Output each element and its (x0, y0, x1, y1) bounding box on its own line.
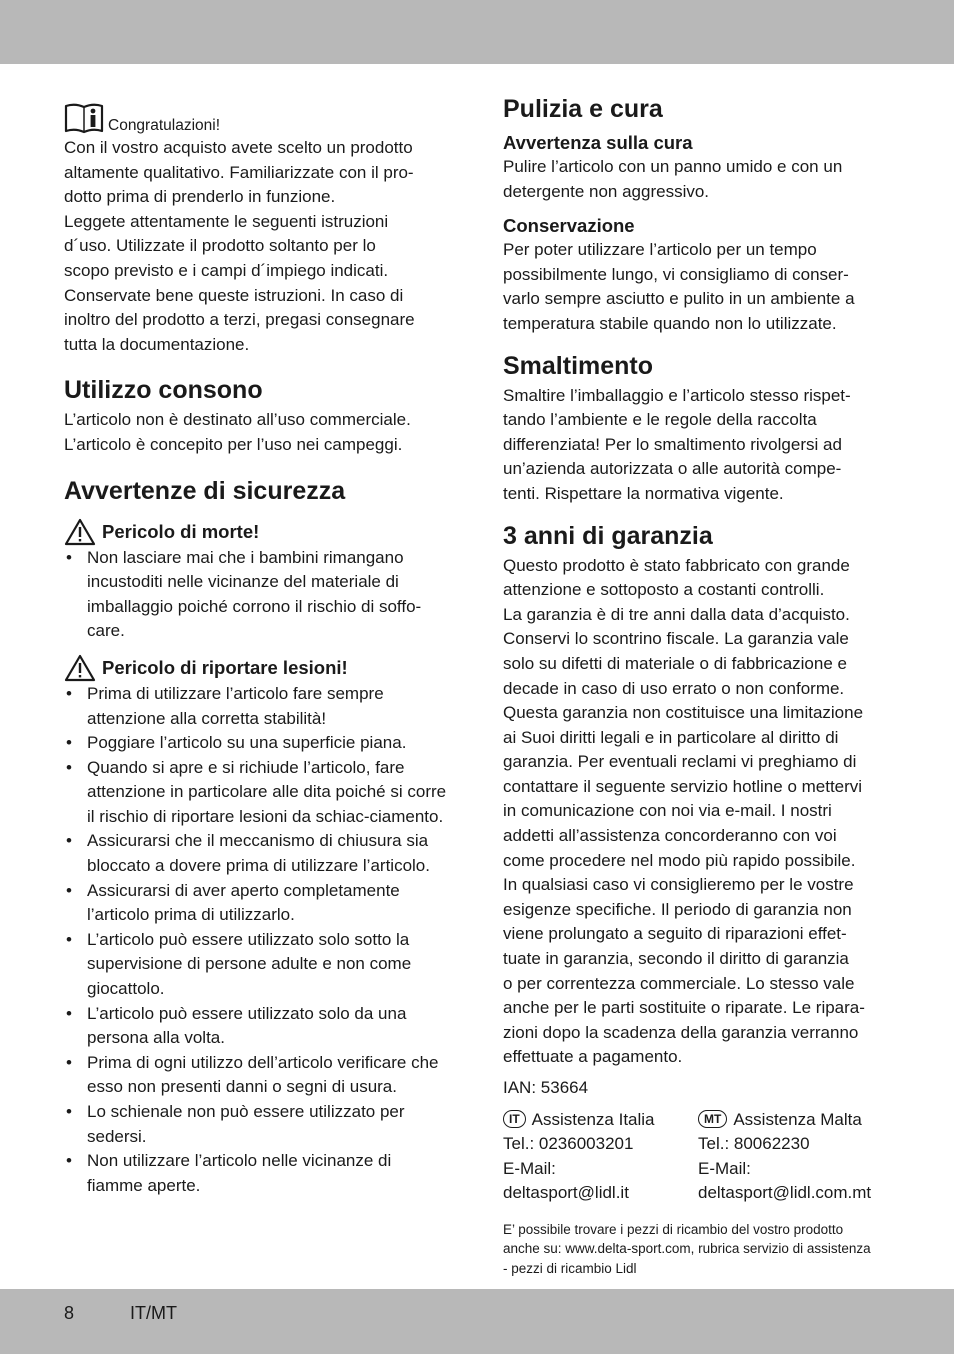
spare-parts-line: - pezzi di ricambio Lidl (503, 1260, 637, 1276)
warranty-heading: 3 anni di garanzia (503, 521, 713, 550)
warranty-line: in comunicazione con noi via e-mail. I nostri (503, 801, 832, 821)
care-warning-text (503, 155, 893, 204)
list-item: • L’articolo può essere utilizzato solo sotto la supervisione di persone adulte e non come giocattolo. (64, 928, 450, 1002)
list-item: • Non lasciare mai che i bambini rimangano incustoditi nelle vicinanze del materiale di imballaggio poiché corrono il rischio di soffo-care. (64, 546, 450, 644)
contact-email[interactable]: deltasport@lidl.com.mt (698, 1183, 872, 1203)
injury-list (64, 682, 450, 1198)
storage-line: temperatura stabile quando non lo utilizzate. (503, 313, 837, 333)
storage-line: possibilmente lungo, vi consigliamo di conser- (503, 264, 849, 284)
danger-warning-header (64, 518, 450, 546)
use-heading: Utilizzo consono (64, 376, 263, 405)
contact-email[interactable]: deltasport@lidl.it (503, 1183, 629, 1203)
warranty-text (503, 554, 893, 1070)
care-heading: Pulizia e cura (503, 95, 663, 123)
disposal-line: un’azienda autorizzata o alle autorità compe- (503, 459, 842, 479)
intro-header (64, 94, 450, 134)
contact-email-label: E-Mail: (698, 1158, 751, 1178)
injury-title: Pericolo di riportare lesioni! (102, 656, 348, 678)
storage-title: Conservazione (503, 215, 635, 237)
warranty-line: esigenze specifiche. Il periodo di garanzia non (503, 899, 852, 919)
warranty-line: anche per le parti sostituite o riparate. Le ripara- (503, 998, 865, 1018)
disposal-line: tenti. Rispettare la normativa vigente. (503, 483, 784, 503)
danger-list (64, 546, 450, 644)
warranty-line: tuate in garanzia, secondo il diritto di garanzia (503, 949, 849, 969)
list-item: • Assicurarsi che il meccanismo di chiusura sia bloccato a dovere prima di utilizzare l’articolo. (64, 829, 450, 878)
list-item: • Quando si apre e si richiude l’articolo, fare attenzione in particolare alle dita poiché si corre il rischio di riportare lesioni da schiac-ciamento. (64, 756, 450, 830)
list-item: • Prima di utilizzare l’articolo fare sempre attenzione alla corretta stabilità! (64, 682, 450, 731)
ian-number: IAN: 53664 (503, 1078, 589, 1097)
country-badge-mt: MT (698, 1110, 727, 1128)
storage-text (503, 238, 893, 336)
disposal-heading: Smaltimento (503, 351, 654, 380)
warranty-line: ai Suoi diritti legali e in particolare al diritto di (503, 727, 839, 747)
contact-name: Assistenza Malta (733, 1109, 862, 1129)
danger-title: Pericolo di morte! (102, 520, 260, 542)
warranty-line: contattare il seguente servizio hotline o mettervi (503, 776, 863, 796)
injury-warning-header (64, 654, 450, 682)
contact-tel: Tel.: 0236003201 (503, 1134, 634, 1154)
use-line: L’articolo è concepito per l’uso nei campeggi. (64, 434, 403, 454)
intro-line: Conservate bene queste istruzioni. In caso di (64, 285, 404, 305)
warranty-line: decade in caso di uso errato o non conforme. (503, 678, 845, 698)
warranty-line: come procedere nel modo più rapido possibile. (503, 850, 856, 870)
right-column (503, 94, 893, 1278)
contact-malta (698, 1108, 893, 1206)
left-column (64, 94, 450, 1198)
spare-parts-line: anche su: www.delta-sport.com, rubrica servizio di assistenza (503, 1241, 871, 1257)
contact-italy (503, 1108, 698, 1206)
intro-greeting: Congratulazioni! (108, 117, 221, 134)
storage-line: varlo sempre asciutto e pulito in un ambiente a (503, 289, 855, 309)
warranty-line: viene prolungato a seguito di riparazioni effet- (503, 924, 847, 944)
care-warning-title: Avvertenza sulla cura (503, 132, 693, 153)
list-item: • Poggiare l’articolo su una superficie piana. (64, 731, 450, 756)
safety-heading: Avvertenze di sicurezza (64, 476, 346, 505)
info-book-icon (64, 102, 104, 134)
country-badge-it: IT (503, 1110, 526, 1128)
list-item: • L’articolo può essere utilizzato solo da una persona alla volta. (64, 1002, 450, 1051)
top-bar (0, 0, 954, 64)
warranty-line: Questo prodotto è stato fabbricato con grande (503, 555, 850, 575)
use-line: L’articolo non è destinato all’uso commerciale. (64, 410, 411, 430)
spare-parts-note (503, 1220, 893, 1279)
use-text (64, 408, 450, 457)
warranty-line: Conservi lo scontrino fiscale. La garanzia vale (503, 629, 849, 649)
disposal-line: Smaltire l’imballaggio e l’articolo stesso rispet- (503, 385, 851, 405)
care-line: Pulire l’articolo con un panno umido e con un (503, 157, 843, 176)
intro-line: tutta la documentazione. (64, 334, 250, 354)
warranty-line: solo su difetti di materiale o di fabbricazione e (503, 653, 847, 673)
storage-line: Per poter utilizzare l’articolo per un tempo (503, 240, 817, 260)
intro-line: Leggete attentamente le seguenti istruzioni (64, 211, 389, 231)
intro-line: altamente qualitativo. Familiarizzate con il pro- (64, 162, 414, 182)
care-line: detergente non aggressivo. (503, 181, 710, 201)
disposal-line: tando l’ambiente e le regole della raccolta (503, 410, 817, 430)
page-number: 8 (64, 1303, 75, 1323)
spare-parts-line: E’ possibile trovare i pezzi di ricambio del vostro prodotto (503, 1221, 844, 1237)
warning-triangle-icon (64, 654, 96, 682)
intro-line: Con il vostro acquisto avete scelto un prodotto (64, 138, 413, 157)
intro-line: scopo previsto e i campi d´impiego indicati. (64, 260, 389, 280)
warranty-line: garanzia. Per eventuali reclami vi preghiamo di (503, 752, 857, 772)
intro-line: dotto prima di prenderlo in funzione. (64, 187, 336, 207)
contact-grid (503, 1108, 893, 1206)
list-item: • Assicurarsi di aver aperto completamente l’articolo prima di utilizzarlo. (64, 879, 450, 928)
list-item: • Lo schienale non può essere utilizzato per sedersi. (64, 1100, 450, 1149)
warranty-line: addetti all’assistenza concorderanno con voi (503, 826, 837, 846)
warranty-line: zioni dopo la scadenza della garanzia verranno (503, 1022, 859, 1042)
list-item: • Non utilizzare l’articolo nelle vicinanze di fiamme aperte. (64, 1149, 450, 1198)
intro-text (64, 136, 450, 357)
warranty-line: attenzione e sottoposto a costanti controlli. (503, 580, 825, 600)
contact-tel: Tel.: 80062230 (698, 1134, 810, 1154)
contact-email-label: E-Mail: (503, 1158, 556, 1178)
disposal-line: differenziata! Per lo smaltimento rivolgersi ad (503, 434, 842, 454)
warning-triangle-icon (64, 518, 96, 546)
intro-line: inoltro del prodotto a terzi, pregasi consegnare (64, 310, 415, 330)
warranty-line: effettuate a pagamento. (503, 1047, 683, 1067)
contact-name: Assistenza Italia (531, 1109, 655, 1129)
intro-line: d´uso. Utilizzate il prodotto soltanto per lo (64, 236, 376, 256)
disposal-text (503, 384, 893, 507)
warranty-line: o per correntezza commerciale. Lo stesso vale (503, 973, 855, 993)
warranty-line: In qualsiasi caso vi consiglieremo per le vostre (503, 875, 854, 895)
list-item: • Prima di ogni utilizzo dell’articolo verificare che esso non presenti danni o segni di usura. (64, 1051, 450, 1100)
warranty-line: La garanzia è di tre anni dalla data d’acquisto. (503, 604, 850, 624)
warranty-line: Questa garanzia non costituisce una limitazione (503, 703, 864, 723)
language-code: IT/MT (130, 1303, 177, 1323)
